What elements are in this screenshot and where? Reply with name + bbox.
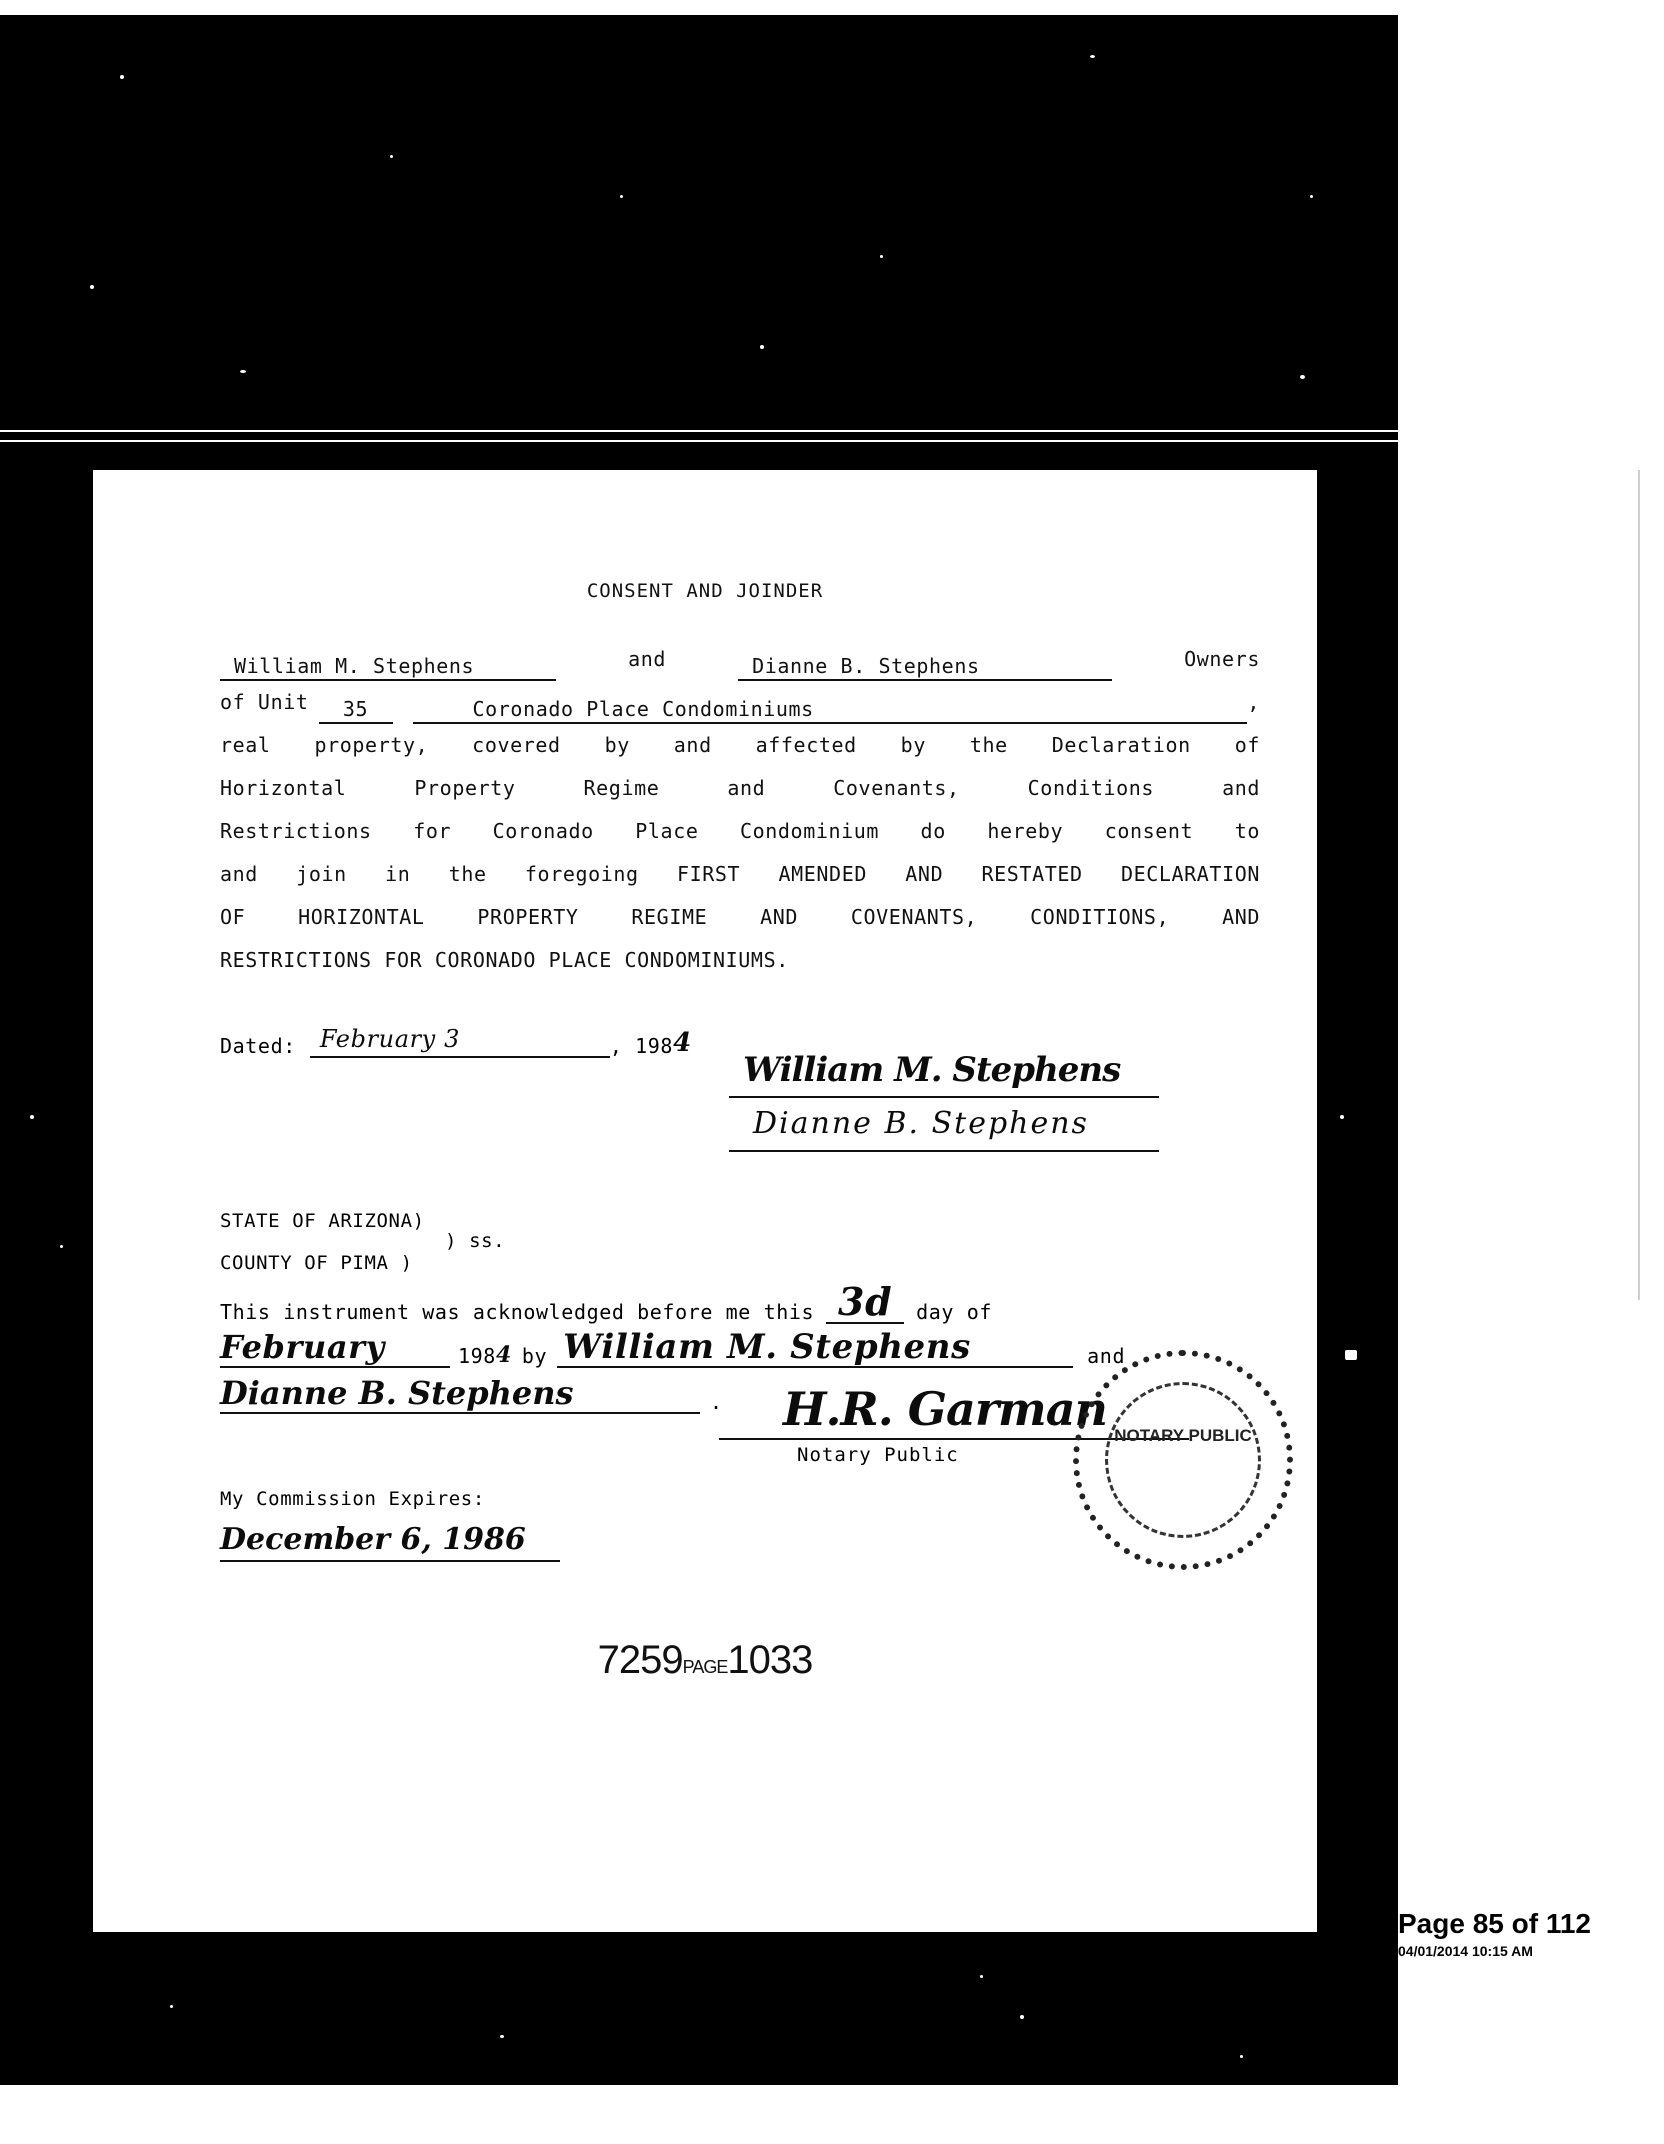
comma: , [1247, 690, 1260, 714]
state-label: STATE OF ARIZONA) [220, 1210, 425, 1232]
page-counter: Page 85 of 112 [1398, 1908, 1592, 1939]
paragraph-line-3: Restrictions for Coronado Place Condominium do hereby consent to [220, 819, 1260, 843]
acknowledgement-line-2 [220, 1328, 1260, 1368]
county-label: COUNTY OF PIMA ) [220, 1252, 413, 1274]
paragraph-line-2: Horizontal Property Regime and Covenants, Conditions and [220, 776, 1260, 800]
document-title: CONSENT AND JOINDER [586, 580, 824, 602]
paragraph-line-6: RESTRICTIONS FOR CORONADO PLACE CONDOMINIUMS. [220, 948, 789, 972]
paragraph-line-4: and join in the foregoing FIRST AMENDED AND RESTATED DECLARATION [220, 862, 1260, 886]
owner2-field: Dianne B. Stephens [738, 653, 1112, 681]
recording-number [93, 1638, 1317, 1683]
notary-signature: H.R. Garman [783, 1382, 1107, 1436]
document-body [220, 638, 1260, 982]
record-page: 1033 [727, 1638, 813, 1682]
ack-by: by [521, 1344, 548, 1368]
notary-label: Notary Public [797, 1444, 959, 1466]
acknowledgement-line [220, 1279, 1260, 1324]
margin-rule [1638, 470, 1640, 1300]
commission-label: My Commission Expires: [220, 1488, 485, 1510]
ack-name1: William M. Stephens [557, 1328, 1073, 1368]
dated-year-prefix: , 198 [609, 1034, 674, 1058]
and-word: and [628, 647, 666, 671]
ack-month: February [220, 1328, 450, 1368]
unit-line [220, 681, 1260, 724]
condo-name-field: Coronado Place Condominiums [413, 696, 1248, 724]
owners-word: Owners [1184, 647, 1260, 671]
signature-line-1 [729, 1096, 1159, 1098]
dated-line [220, 1022, 692, 1058]
ss-label: ) ss. [445, 1230, 506, 1252]
ack-day-of: day of [916, 1300, 992, 1324]
of-unit-label: of Unit [220, 690, 309, 714]
scan-fold-line [0, 430, 1398, 442]
ack-day: 3d [826, 1282, 904, 1324]
ack-year-digit: 4 [495, 1342, 512, 1368]
notary-seal-text: NOTARY PUBLIC [1105, 1382, 1261, 1538]
owner1-field: William M. Stephens [220, 653, 556, 681]
dated-year-digit: 4 [673, 1028, 692, 1058]
document-page [93, 470, 1317, 1932]
owner1-signature: William M. Stephens [743, 1050, 1121, 1090]
ack-and: and [1087, 1344, 1126, 1368]
commission-date: December 6, 1986 [220, 1520, 560, 1562]
record-mid: PAGE [682, 1657, 728, 1677]
ack-year-prefix: 198 [458, 1344, 496, 1368]
unit-number-field: 35 [319, 696, 393, 724]
acknowledgement-line-3 [220, 1374, 722, 1414]
dated-value: February 3 [310, 1022, 610, 1058]
signature-line-2 [729, 1150, 1159, 1152]
paragraph-line-1: real property, covered by and affected by the Declaration of [220, 733, 1260, 757]
commission-line [220, 1520, 560, 1562]
ack-text: This instrument was acknowledged before me this [220, 1300, 815, 1324]
notary-seal [1073, 1350, 1293, 1570]
print-timestamp: 04/01/2014 10:15 AM [1398, 1943, 1533, 1959]
paragraph-line-5: OF HORIZONTAL PROPERTY REGIME AND COVENANTS, CONDITIONS, AND [220, 905, 1260, 929]
record-book: 7259 [597, 1638, 683, 1682]
owner2-signature: Dianne B. Stephens [753, 1106, 1089, 1141]
owners-line [220, 638, 1260, 681]
dated-label: Dated: [220, 1034, 296, 1058]
ack-name2: Dianne B. Stephens [220, 1374, 700, 1414]
ack-period: . [710, 1390, 723, 1414]
